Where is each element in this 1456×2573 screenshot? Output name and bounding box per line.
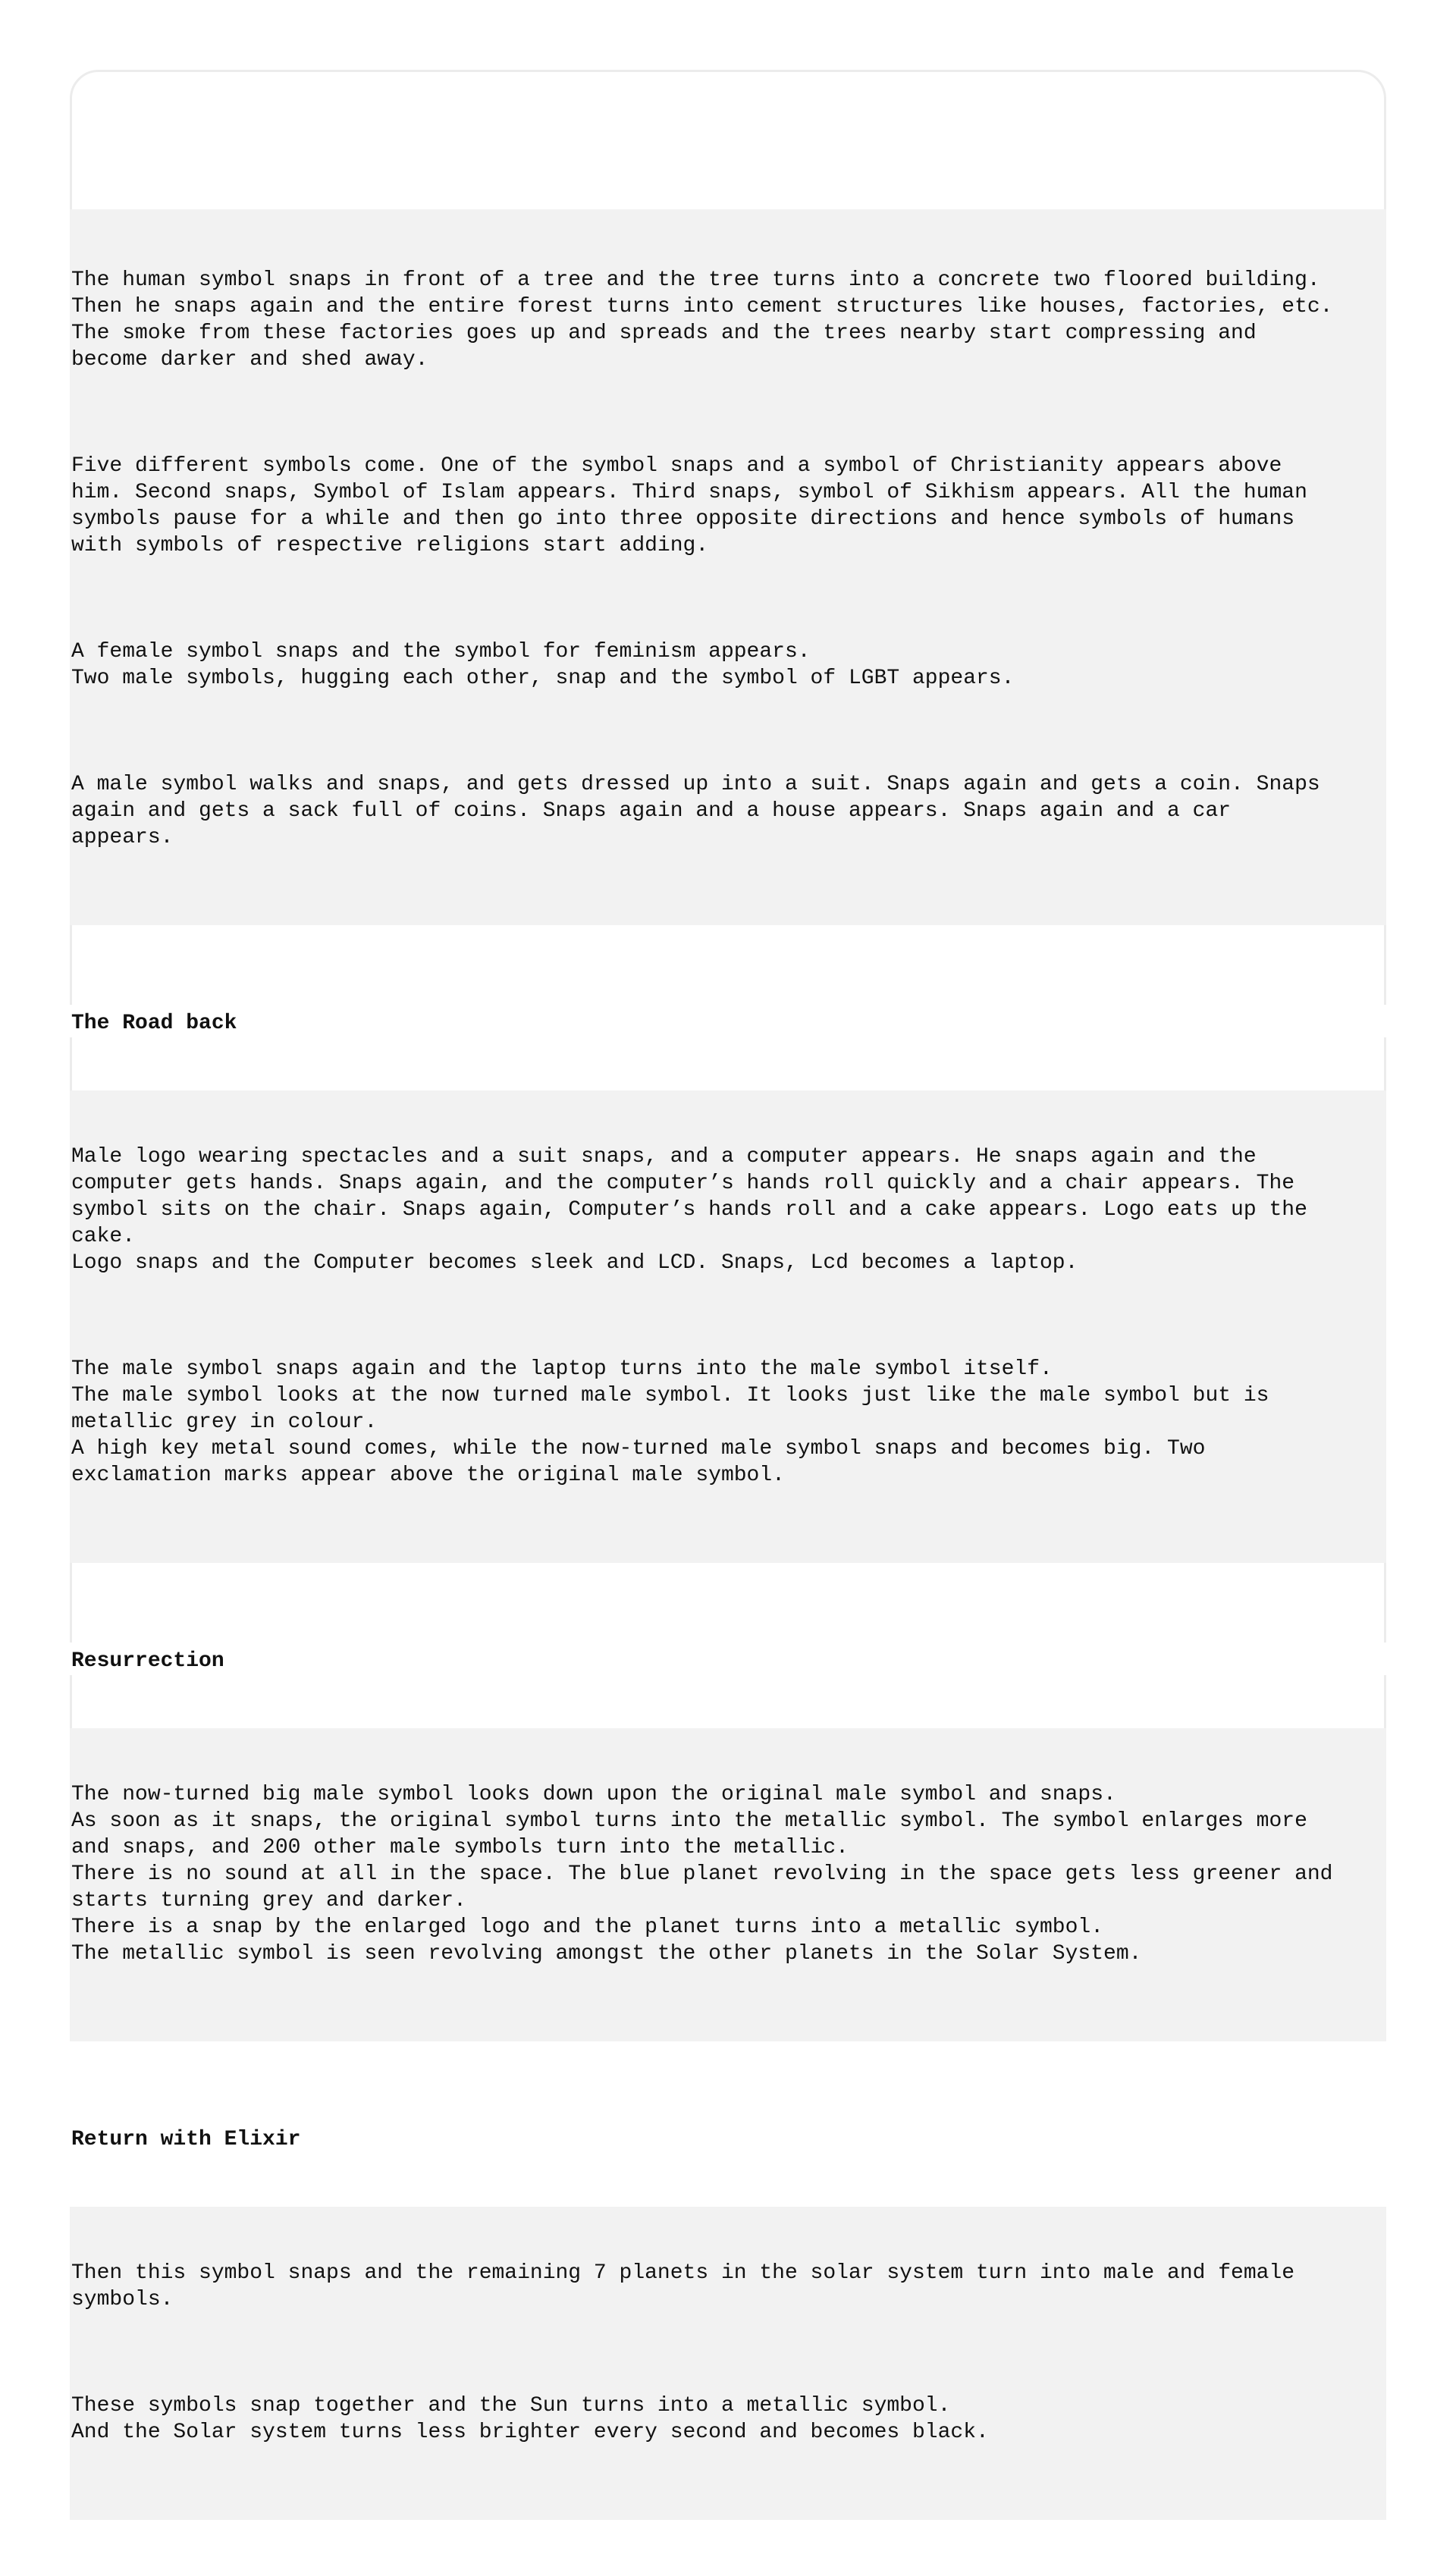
paragraph: A male symbol walks and snaps, and gets dressed up into a suit. Snaps again and gets a coin. Snaps again and gets a sack full of coins. Snaps again and a house appears. Snaps again and a car appears. [71, 773, 1320, 849]
section-heading-resurrection [70, 1643, 1386, 1675]
paragraph: These symbols snap together and the Sun turns into a metallic symbol. And the Solar system turns less brighter every second and becomes black. [71, 2394, 989, 2444]
section-heading-return-with-elixir [70, 2121, 1386, 2154]
paragraph: The now-turned big male symbol looks down upon the original male symbol and snaps. As soon as it snaps, the original symbol turns into the metallic symbol. The symbol enlarges more and snaps, and 200 other male symbols turn into the metallic. There is no sound at all in the space. The blue planet revolving in the space gets less greener and starts turning grey and darker. There is a snap by the enlarged logo and the planet turns into a metallic symbol. The metallic symbol is seen revolving amongst the other planets in the Solar System. [71, 1783, 1333, 1966]
heading-text: The Road back [71, 1012, 237, 1035]
section-road-back [70, 1090, 1386, 1563]
paragraph: A female symbol snaps and the symbol for feminism appears. Two male symbols, hugging each other, snap and the symbol of LGBT appears. [71, 640, 1015, 690]
paragraph: Male logo wearing spectacles and a suit snaps, and a computer appears. He snaps again and the computer gets hands. Snaps again, and the computer’s hands roll quickly and a chair appears. The symbol sits on the chair. Snaps again, Computer’s hands roll and a cake appears. Logo eats up the cake. Logo snaps and the Computer becomes sleek and LCD. Snaps, Lcd becomes a laptop. [71, 1145, 1307, 1275]
paragraph: Then this symbol snaps and the remaining 7 planets in the solar system turn into male and female symbols. [71, 2261, 1295, 2311]
paragraph: The human symbol snaps in front of a tree and the tree turns into a concrete two floored building. Then he snaps again and the entire forest turns into cement structures like houses, factories, etc. The smoke from these factories goes up and spreads and the trees nearby start compressing and become darker and shed away. [71, 268, 1333, 372]
paragraph: Five different symbols come. One of the symbol snaps and a symbol of Christianity appears above him. Second snaps, Symbol of Islam appears. Third snaps, symbol of Sikhism appears. All the human symbols pause for a while and then go into three opposite directions and hence symbols of humans with symbols of respective religions start adding. [71, 454, 1307, 557]
section-resurrection [70, 1728, 1386, 2041]
paragraph: The male symbol snaps again and the laptop turns into the male symbol itself. The male symbol looks at the now turned male symbol. It looks just like the male symbol but is metallic grey in colour. A high key metal sound comes, while the now-turned male symbol snaps and becomes big. Two exclamation marks appear above the original male symbol. [71, 1357, 1269, 1487]
section-heading-road-back [70, 1005, 1386, 1037]
heading-text: Return with Elixir [71, 2128, 301, 2151]
screenplay-document [70, 130, 1386, 2573]
section-return-with-elixir [70, 2207, 1386, 2520]
heading-text: Resurrection [71, 1649, 224, 1673]
section-opening [70, 209, 1386, 925]
